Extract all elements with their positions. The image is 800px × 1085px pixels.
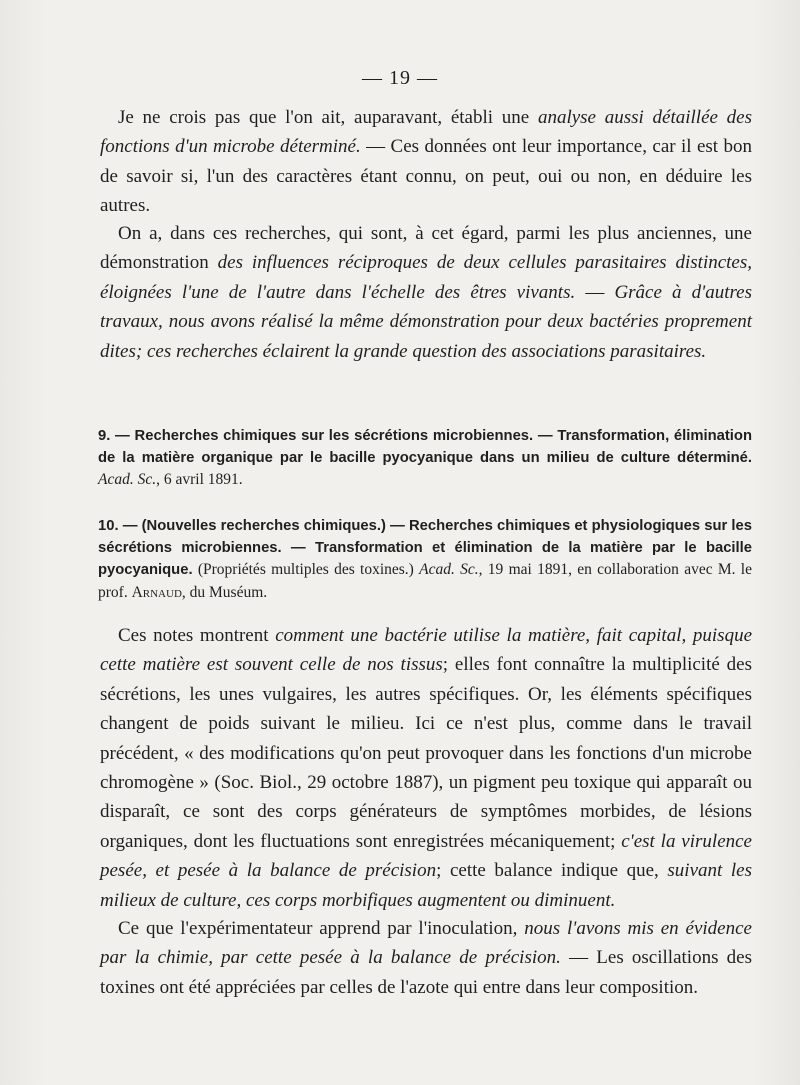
entry-10-place: , du Muséum. — [181, 583, 268, 601]
paragraph-3-italic-f: suivant les milieux de culture, ces corps morbifiques augmentent ou diminuent. — [100, 860, 752, 911]
paragraph-4-text-c: — Les oscillations des toxines ont été appréciées par celles de l'azote qui entre dans leur composition. — [100, 947, 752, 998]
paragraph-3-text-c: ; elles font connaître la multiplicité des sécrétions, les unes vulgaires, les autres spécifiques. Or, les éléments spécifiques changent de poids suivant le milieu. Ici ce n'est plus, comme dans le travail précédent, « des modifications qu'on peut provoquer dans les fonctions d'un microbe chromogène » (Soc. Biol., 29 octobre 1887), un pigment peu toxique qui apparaît ou disparaît, ce sont des corps générateurs de symptômes morbides, de lésions organiques, dont les fluctuations sont enregistrées mécaniquement; — [100, 654, 752, 852]
page-number: — 19 — — [362, 67, 438, 89]
paragraph-3-text-a: Ces notes montrent — [118, 625, 276, 646]
entry-10-date: , 19 mai 1891, en collaboration avec M. le prof. — [98, 561, 752, 601]
paragraph-2-italic-d: Grâce à d'autres travaux, nous avons réalisé la même démonstration pour deux bactéries proprement dites; ces recherches éclairent la grande question des associations parasitaires. — [100, 281, 752, 362]
bibliography-entry-9 — [98, 426, 752, 492]
paragraph-2-italic-b: des influences réciproques de deux cellules parasitaires distinctes, éloignées l'une de l'autre dans l'échelle des êtres vivants. — [100, 252, 753, 303]
paragraph-2-dash: — — [575, 281, 615, 303]
paragraph-1-text-a: Je ne crois pas que l'on ait, auparavant, établi une — [118, 107, 538, 128]
entry-10-source — [98, 561, 752, 601]
entry-9-journal: Acad. Sc. — [98, 471, 157, 489]
paragraph-2-text-a: On a, dans ces recherches, qui sont, à cet égard, parmi les plus anciennes, une démonstration — [100, 223, 752, 274]
paragraph-3-italic-d: c'est la virulence pesée, et pesée à la balance de précision — [100, 830, 752, 882]
entry-10-person: Arnaud — [131, 583, 182, 601]
entry-10-journal: Acad. Sc. — [419, 561, 479, 579]
paragraph-1 — [100, 103, 752, 221]
paragraph-1-italic: analyse aussi détaillée des fonctions d'un microbe déterminé. — [100, 107, 752, 158]
paragraph-4-text-a: Ce que l'expérimentateur apprend par l'inoculation, — [118, 918, 525, 939]
paragraph-3-text-e: ; cette balance indique que, — [436, 860, 668, 882]
entry-10-title: 10. — (Nouvelles recherches chimiques.) — Recherches chimiques et physiologiques sur les sécrétions microbiennes. — Transformation et élimination de la matière par le bacille pyocyanique. — [98, 518, 752, 579]
paragraph-4-italic-b: nous l'avons mis en évidence par la chimie, par cette pesée à la balance de précision. — [100, 918, 752, 969]
paragraph-4 — [100, 914, 752, 1002]
entry-9-source — [98, 471, 243, 488]
entry-10-note: (Propriétés multiples des toxines.) — [192, 561, 420, 579]
paragraph-3 — [100, 621, 752, 915]
entry-9-date: , 6 avril 1891. — [156, 471, 243, 489]
bibliography-entry-10 — [98, 516, 752, 604]
paragraph-3-italic-b: comment une bactérie utilise la matière, fait capital, puisque cette matière est souvent celle de nos tissus — [100, 625, 752, 676]
paragraph-2 — [100, 219, 752, 366]
paragraph-1-text-c: — Ces données ont leur importance, car il est bon de savoir si, l'un des caractères étant connu, on peut, oui ou non, en déduire les autres. — [100, 136, 752, 217]
entry-9-title: 9. — Recherches chimiques sur les sécrétions microbiennes. — Transformation, élimination de la matière organique par le bacille pyocyanique dans un milieu de culture déterminé. — [98, 428, 752, 466]
